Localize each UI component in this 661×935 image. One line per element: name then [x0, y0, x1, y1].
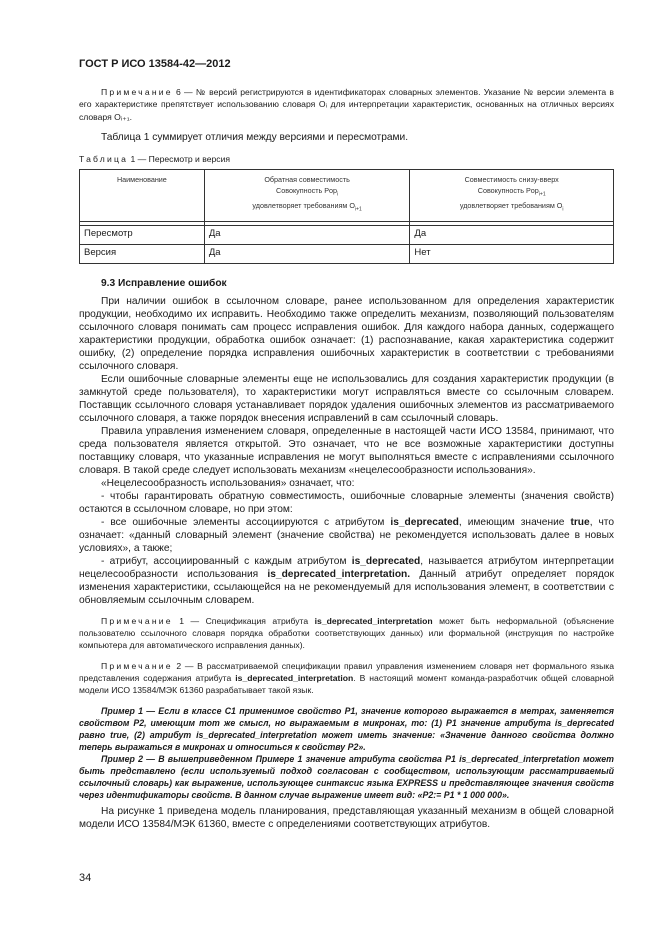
- table-row: Пересмотр Да Да: [80, 225, 614, 244]
- paragraph: При наличии ошибок в ссылочном словаре, ранее использованном для определения характеристик продукции, необходимо их исправить. Необходимо также определить механизм, позволяющий пользователям ссылочного словаря понимать сам процесс исправления ошибок. Для каждого набора данных, содержащего характеристики продукции, обработка ошибок означает: (1) распознавание, какая характеристика содержит ошибку, (2) определение порядка исправления ошибочных характеристик в соответствии с требованиями ссылочного словаря.: [79, 295, 614, 372]
- revision-version-table: [79, 169, 614, 264]
- note-label: Примечание: [101, 87, 173, 97]
- note-6: [79, 86, 614, 123]
- table-caption: Таблица 1 — Пересмотр и версия: [79, 153, 231, 164]
- paragraph: Правила управления изменением словаря, определенные в настоящей части ИСО 13584, принимают, что среда пользователя является открытой. Это означает, что не все возможные характеристики доступны поставщику словаря, что указанные исправления не могут выполняться вместе с исправлениями ссылочного словаря. В такой среде следует использовать механизм «нецелесообразности использования».: [79, 425, 614, 476]
- example-1: Пример 1 — Если в классе C1 применимое свойство P1, значение которого выражается в метрах, заменяется свойством P2, имеющим тот же смысл, но выражаемым в микронах, то: (1) P1 значение атрибута is_deprecated равно true, (2) атрибут is_deprecated_interpretation может иметь значение: «Значение данного свойства должно теперь выражаться в микронах и относиться к свойству P2».: [79, 705, 614, 752]
- paragraph: «Нецелесообразность использования» означает, что:: [101, 477, 355, 489]
- final-paragraph: На рисунке 1 приведена модель планирования, представляющая указанный механизм в общей словарной модели ИСО 13584/МЭК 61360, вместе с определениями соответствующих атрибутов.: [79, 805, 614, 830]
- document-body: [79, 86, 614, 831]
- header-forward: Совместимость снизу-вверх Совокупность Pop$_{i+1}$ удовлетворяет требованиям $O_i$: [410, 169, 614, 221]
- table-row: Версия Да Нет: [80, 244, 614, 263]
- note-1: Примечание 1 — Спецификация атрибута is_deprecated_interpretation может быть неформальной (объяснение пользователю ссылочного словаря порядка обработки соответствующих данных) или формальной (инструкция по настройке компьютера для автоматического исправления данных).: [79, 615, 614, 651]
- table-intro: Таблица 1 суммирует отличия между версиями и пересмотрами.: [101, 131, 409, 143]
- section-heading: 9.3 Исправление ошибок: [101, 277, 227, 289]
- example-2: Пример 2 — В вышеприведенном Примере 1 значение атрибута свойства P1 is_deprecated_interpretation может быть представлено (если используемый подход согласован с сообществом, использующим рассматриваемый ссылочный словарь) как выражение, использующее синтаксис языка EXPRESS и представляющее значения свойств через идентификаторы свойств. В данном случае выражение имеет вид: «P2:= P1 * 1 000 000».: [79, 753, 614, 800]
- page-number: 34: [79, 872, 92, 884]
- paragraph: Если ошибочные словарные элементы еще не использовались для создания характеристик продукции (в замкнутой среде пользователя), то характеристики могут исправляться вместе со ссылочным словарем. Поставщик ссылочного словаря устанавливает порядок удаления ошибочных элементов из рассматриваемого ссылочного словаря, а также порядок внесения исправлений в сам ссылочный словарь.: [79, 373, 614, 424]
- bullet-deprecated: - все ошибочные элементы ассоциируются с атрибутом is_deprecated, имеющим значение true, что означает: «данный словарный элемент (значение свойства) не рекомендуется использовать далее в новых условиях», а также;: [79, 516, 615, 554]
- note-2: Примечание 2 — В рассматриваемой спецификации правил управления изменением словаря нет формального языка представления содержания атрибута is_deprecated_interpretation. В настоящий момент команда-разработчик общей словарной модели ИСО 13584/МЭК 61360 разрабатывает такой язык.: [79, 660, 614, 696]
- header-name: Наименование: [80, 169, 205, 221]
- table-header-row: [80, 169, 614, 221]
- document-header: ГОСТ Р ИСО 13584-42—2012: [79, 58, 231, 70]
- note-text: 6 — № версий регистрируются в идентификаторах словарных элементов. Указание № версии элемента в его характеристике препятствует использованию словаря Oᵢ для интерпретации характеристик, основанных на отличных версиях словаря Oᵢ₊₁.: [79, 87, 614, 122]
- paragraph: - чтобы гарантировать обратную совместимость, ошибочные словарные элементы (значения свойств) остаются в ссылочном словаре, но при этом:: [79, 490, 614, 515]
- bullet-interpretation: - атрибут, ассоциированный с каждым атрибутом is_deprecated, называется атрибутом интерпретации нецелесообразности использования is_deprecated_interpretation. Данный атрибут определяет порядок изменения характеристики, ссылающейся на не рекомендуемый для использования элемент, в соответствии с обновляемым ссылочным словарем.: [79, 555, 614, 606]
- header-backward: Обратная совместимость Совокупность Pop$_i$ удовлетворяет требованиям $O_{i+1}$: [204, 169, 410, 221]
